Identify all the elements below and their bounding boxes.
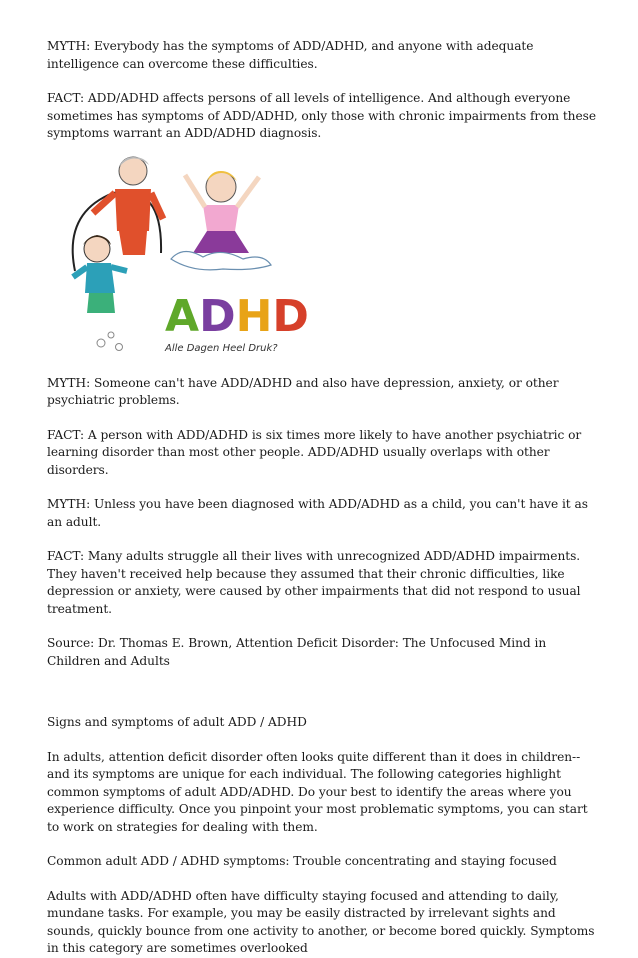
fact-adults-struggle: FACT: Many adults struggle all their lives with unrecognized ADD/ADHD impairments. They haven't received help because they assumed that their chronic difficulties, like depression or anxiety, were caused by other impairments that did not respond to usual treatment. [47, 549, 581, 616]
adult-symptoms-intro: In adults, attention deficit disorder often looks quite different than it does in children--and its symptoms are unique for each individual. The following categories highlight common symptoms of adult ADD/ADHD. Do your best to identify the areas where you experience difficulty. Once you pinpoint your most problematic symptoms, you can start to work on strategies for dealing with them. [47, 749, 588, 834]
logo-tagline: Alle Dagen Heel Druk? [165, 342, 278, 354]
concentration-description: Adults with ADD/ADHD often have difficulty staying focused and attending to daily, mundane tasks. For example, you may be easily distracted by irrelevant sights and sounds, quickly bounce from one activity to another, or become bored quickly. Symptoms in this category are sometimes overlooked [47, 888, 595, 955]
logo-letter-a: A [165, 290, 200, 342]
document-page [47, 38, 597, 958]
logo-letter-h: H [235, 290, 273, 342]
myth-intelligence: MYTH: Everybody has the symptoms of ADD/ADHD, and anyone with adequate intelligence can overcome these difficulties. [47, 39, 534, 71]
fact-intelligence: FACT: ADD/ADHD affects persons of all levels of intelligence. And although everyone sometimes has symptoms of ADD/ADHD, only those with chronic impairments from these symptoms warrant an ADD/ADHD diagnosis. [47, 91, 597, 140]
myth-comorbidity: MYTH: Someone can't have ADD/ADHD and also have depression, anxiety, or other psychiatric problems. [47, 375, 559, 407]
section-heading-concentration: Common adult ADD / ADHD symptoms: Trouble concentrating and staying focused [47, 854, 557, 868]
section-heading-signs: Signs and symptoms of adult ADD / ADHD [47, 715, 307, 729]
logo-letter-d: D [199, 290, 236, 342]
myth-childhood-diagnosis: MYTH: Unless you have been diagnosed with ADD/ADHD as a child, you can't have it as an adult. [47, 497, 588, 529]
source-citation: Source: Dr. Thomas E. Brown, Attention Deficit Disorder: The Unfocused Mind in Children and Adults [47, 636, 547, 668]
fact-comorbidity: FACT: A person with ADD/ADHD is six times more likely to have another psychiatric or learning disorder than most other people. ADD/ADHD usually overlaps with other disorders. [47, 427, 582, 477]
logo-letter-d2: D [272, 290, 309, 342]
adhd-illustration [53, 153, 309, 365]
children-playing-illustration [53, 153, 309, 365]
adhd-logo [165, 291, 309, 342]
